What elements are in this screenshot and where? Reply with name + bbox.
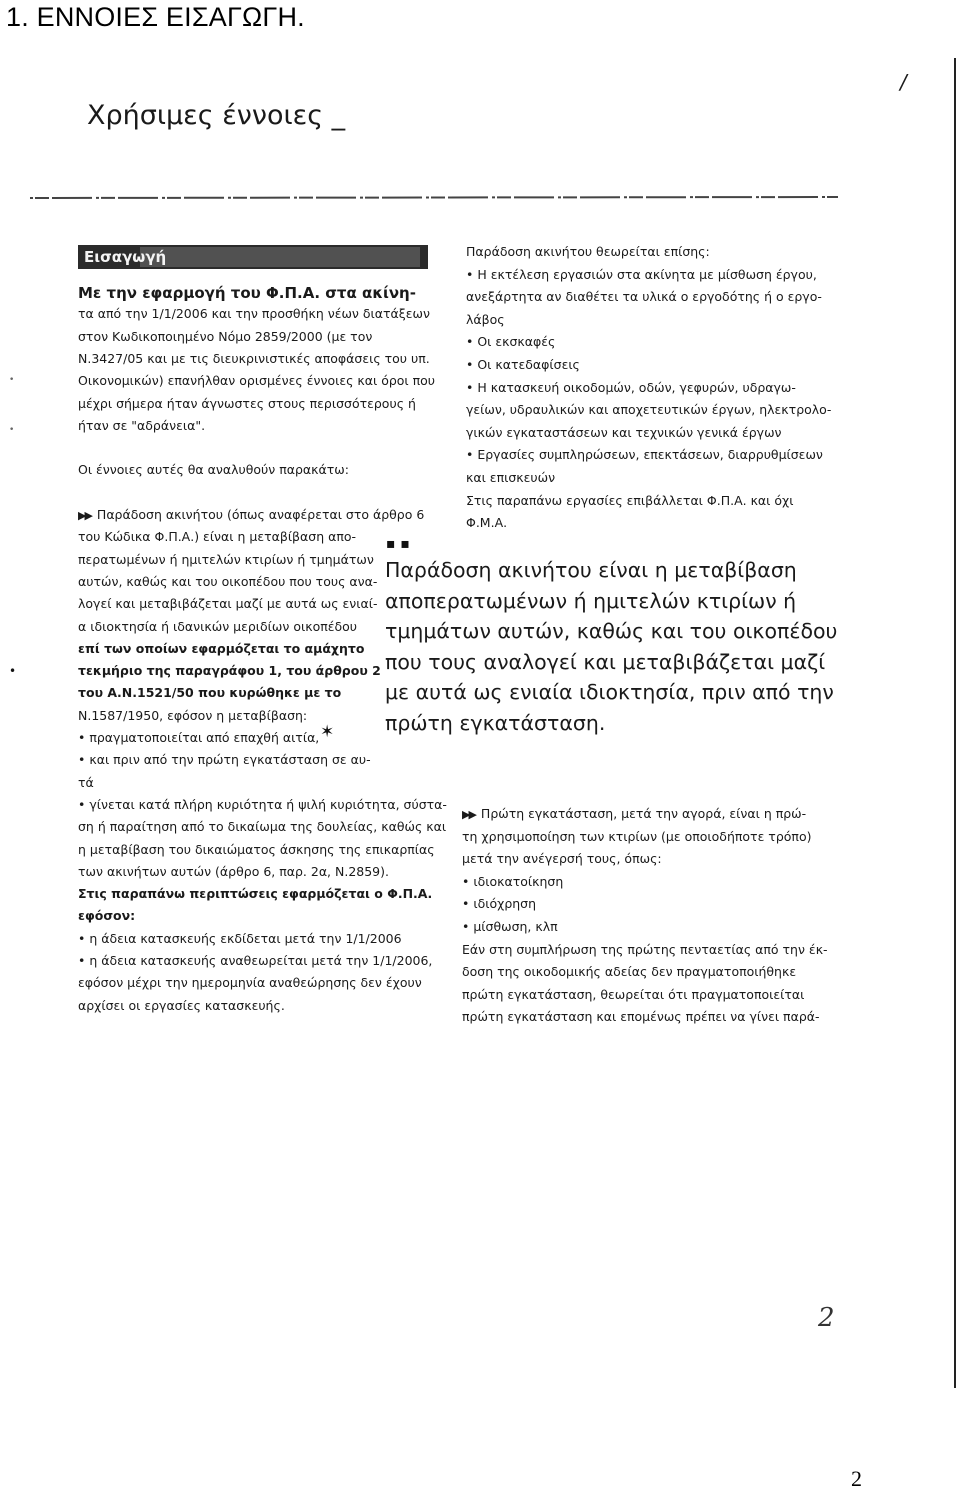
leftCol-line	[78, 930, 402, 946]
scan-heading-text: Χρήσιμες έννοιες	[87, 100, 324, 131]
rightCol-text: • Η εκτέλεση εργασιών στα ακίνητα με μίσθωση έργου,	[466, 266, 817, 282]
leftCol-text: εφόσον μέχρι την ημερομηνία αναθεώρησης δεν έχουν	[78, 975, 422, 991]
defBox-text: τμημάτων αυτών, καθώς και του οικοπέδου	[385, 619, 838, 643]
leftCol-text: εφόσον:	[78, 908, 136, 924]
bullet-marker: ▪ ▪	[386, 536, 410, 552]
leftCol-line	[78, 350, 430, 366]
scanned-page	[0, 58, 960, 1388]
firstCol-text: μετά την ανέγερσή τους, όπως:	[462, 851, 662, 867]
arrow-icon: ▶▶	[78, 509, 91, 522]
leftCol-line	[78, 841, 435, 857]
leftCol-text: των ακινήτων αυτών (άρθρο 6, παρ. 2α, Ν.2859).	[78, 863, 389, 879]
defBox-text: Παράδοση ακινήτου είναι η μεταβίβαση	[385, 558, 797, 582]
leftCol-text: Ν.3427/05 και με τις διευκρινιστικές αποφάσεις του υπ.	[78, 350, 430, 366]
rightCol-text: γείων, υδραυλικών και αποχετευτικών έργων, ηλεκτρολο-	[466, 402, 832, 418]
leftCol-line	[78, 308, 430, 321]
leftCol-line	[78, 863, 389, 879]
scan-heading: Χρήσιμες έννοιες _	[87, 100, 346, 131]
rightCol-text: • Η κατασκευή οικοδομών, οδών, γεφυρών, υδραγω-	[466, 379, 796, 395]
leftCol-text: • η άδεια κατασκευής εκδίδεται μετά την 1/1/2006	[78, 930, 402, 946]
defBox-line	[385, 711, 605, 735]
firstCol-line	[462, 966, 796, 979]
defBox-text: που τους αναλογεί και μεταβιβάζεται μαζί	[385, 649, 826, 674]
leftCol-text: Παράδοση ακινήτου (όπως αναφέρεται στο άρθρο 6	[96, 507, 425, 522]
leftCol-line	[78, 509, 424, 522]
leftCol-text: λογεί και μεταβιβάζεται μαζί με αυτά ως ενιαί-	[78, 596, 378, 612]
corner-mark: /	[900, 70, 907, 94]
leftCol-line	[78, 707, 308, 723]
leftCol-text: Ν.1587/1950, εφόσον η μεταβίβαση:	[78, 707, 308, 723]
firstCol-text: πρώτη εγκατάσταση και επομένως πρέπει να γίνει παρά-	[462, 1009, 820, 1025]
leftCol-line	[78, 888, 432, 901]
rightCol-text: Παράδοση ακινήτου θεωρείται επίσης:	[466, 244, 710, 259]
leftCol-text: η μεταβίβαση του δικαιώματος άσκησης της επικαρπίας	[78, 841, 435, 857]
handwritten-page-number: 2	[818, 1303, 835, 1333]
slide-title: 1. ΕΝΝΟΙΕΣ ΕΙΣΑΓΩΓΗ.	[6, 2, 305, 32]
rightCol-line	[466, 424, 782, 440]
defBox-line	[385, 650, 825, 674]
leftCol-text: • και πριν από την πρώτη εγκατάσταση σε αυ-	[78, 752, 371, 768]
leftCol-text: Στις παραπάνω περιπτώσεις εφαρμόζεται ο Φ.Π.Α.	[78, 886, 433, 902]
defBox-text: με αυτά ως ενιαία ιδιοκτησία, πριν από την	[385, 680, 834, 704]
firstCol-line	[462, 1011, 820, 1024]
rightCol-line	[466, 449, 823, 462]
asterisk-mark: ✶	[320, 722, 335, 742]
leftCol-text: τα από την 1/1/2006 και την προσθήκη νέων διατάξεων	[78, 306, 430, 322]
leftCol-line	[78, 417, 206, 433]
rightCol-text: • Οι κατεδαφίσεις	[466, 357, 580, 372]
firstCol-line	[462, 853, 662, 866]
leftCol-text: επί των οποίων εφαρμόζεται το αμάχητο	[78, 640, 365, 656]
leftCol-line	[78, 531, 356, 544]
rightCol-text: και επισκευών	[466, 470, 556, 485]
rightCol-line	[466, 359, 580, 372]
defBox-line	[385, 558, 797, 582]
leftCol-text: στον Κωδικοποιημένο Νόμο 2859/2000 (με τον	[78, 328, 373, 344]
leftCol-text: τεκμήριο της παραγράφου 1, του άρθρου 2	[78, 663, 381, 679]
leftCol-text: • η άδεια κατασκευής αναθεωρείται μετά την 1/1/2006,	[78, 953, 433, 968]
leftCol-line	[78, 598, 377, 611]
leftCol-line	[78, 955, 432, 968]
arrow-icon: ▶▶	[462, 808, 475, 821]
leftCol-line	[78, 910, 135, 923]
defBox-line	[385, 619, 837, 643]
page-number: 2	[851, 1466, 862, 1491]
leftCol-text: Με την εφαρμογή του Φ.Π.Α. στα ακίνη-	[78, 284, 416, 302]
firstCol-text: πρώτη εγκατάσταση, θεωρείται ότι πραγματοποιείται	[462, 986, 805, 1002]
leftCol-text: περατωμένων ή ημιτελών κτιρίων ή τμημάτων	[78, 551, 374, 567]
leftCol-text: ήταν σε "αδράνεια".	[78, 417, 206, 433]
firstCol-line	[462, 873, 564, 889]
scan-dot: •	[9, 664, 17, 678]
firstCol-text: Εάν στη συμπλήρωση της πρώτης πενταετίας από την έκ-	[462, 941, 828, 957]
intro-label-noise	[140, 247, 420, 267]
scan-dot-3: •	[9, 425, 15, 435]
rightCol-line	[466, 517, 507, 530]
firstCol-text: • ιδιόχρηση	[462, 896, 537, 912]
leftCol-line	[78, 618, 358, 634]
rightCol-text: • Εργασίες συμπληρώσεων, επεκτάσεων, διαρρυθμίσεων	[466, 447, 823, 463]
leftCol-text: μέχρι σήμερα ήταν άγνωστες στους περισσότερους ή	[78, 395, 416, 411]
rightCol-text: • Οι εκσκαφές	[466, 334, 556, 350]
defBox-line	[385, 589, 796, 613]
firstCol-line	[462, 941, 828, 957]
firstCol-line	[462, 986, 805, 1002]
leftCol-line	[78, 977, 422, 990]
leftCol-text: τά	[78, 774, 94, 790]
scan-dot-2: •	[9, 375, 15, 385]
rightCol-text: λάβος	[466, 311, 505, 327]
leftCol-line	[78, 328, 373, 344]
leftCol-text: • γίνεται κατά πλήρη κυριότητα ή ψιλή κυριότητα, σύστα-	[78, 796, 447, 812]
leftCol-text: Οι έννοιες αυτές θα αναλυθούν παρακάτω:	[78, 462, 349, 478]
rightCol-line	[466, 472, 555, 485]
leftCol-text: αυτών, καθώς και του οικοπέδου που τους ανα-	[78, 573, 378, 589]
firstCol-line	[462, 921, 558, 934]
rightCol-line	[466, 379, 796, 395]
defBox-line	[385, 680, 834, 704]
firstCol-line	[462, 828, 812, 844]
rightCol-text: ανεξάρτητα αν διαθέτει τα υλικά ο εργοδότης ή ο εργο-	[466, 289, 822, 305]
leftCol-text: • πραγματοποιείται από επαχθή αιτία,	[78, 730, 320, 745]
leftCol-line	[78, 375, 435, 388]
leftCol-text: του Α.Ν.1521/50 που κυρώθηκε με το	[78, 685, 342, 701]
leftCol-line	[78, 997, 285, 1013]
leftCol-line	[78, 573, 378, 589]
rightCol-line	[466, 311, 505, 327]
leftCol-line	[78, 640, 365, 656]
leftCol-line	[78, 754, 371, 767]
firstCol-text: • ιδιοκατοίκηση	[462, 873, 564, 889]
defBox-text: πρώτη εγκατάσταση.	[385, 710, 606, 735]
header-rule	[30, 197, 838, 198]
leftCol-line	[78, 665, 381, 678]
leftCol-line	[78, 774, 94, 790]
rightCol-text: Στις παραπάνω εργασίες επιβάλλεται Φ.Π.Α. και όχι	[466, 492, 794, 508]
leftCol-text: αρχίσει οι εργασίες κατασκευής.	[78, 997, 285, 1013]
leftCol-line	[78, 551, 374, 567]
leftCol-line	[78, 796, 447, 812]
leftCol-line	[78, 464, 349, 477]
leftCol-line	[78, 286, 416, 301]
leftCol-text: ση ή παραίτηση από το δικαίωμα της δουλείας, καθώς και	[78, 819, 447, 835]
firstCol-line	[462, 898, 536, 911]
rightCol-line	[466, 492, 794, 508]
firstCol-text: • μίσθωση, κλπ	[462, 919, 558, 934]
firstCol-text: Πρώτη εγκατάσταση, μετά την αγορά, είναι η πρώ-	[480, 806, 807, 821]
rightCol-line	[466, 246, 710, 259]
defBox-text: αποπερατωμένων ή ημιτελών κτιρίων ή	[385, 588, 797, 613]
leftCol-line	[78, 821, 446, 834]
leftCol-text: α ιδιοκτησία ή ιδανικών μεριδίων οικοπέδου	[78, 618, 358, 634]
rightCol-line	[466, 336, 555, 349]
rightCol-text: Φ.Μ.Α.	[466, 515, 508, 531]
leftCol-line	[78, 395, 416, 411]
rightCol-text: γικών εγκαταστάσεων και τεχνικών γενικά έργων	[466, 424, 782, 440]
leftCol-text: Οικονομικών) επανήλθαν ορισμένες έννοιες και όροι που	[78, 373, 436, 389]
leftCol-text: του Κώδικα Φ.Π.Α.) είναι η μεταβίβαση απο-	[78, 529, 357, 545]
firstCol-text: δοση της οικοδομικής αδείας δεν πραγματοποιήθηκε	[462, 964, 797, 980]
rightCol-line	[466, 291, 822, 304]
rightCol-line	[466, 404, 831, 417]
firstCol-line	[462, 808, 806, 821]
leftCol-line	[78, 732, 319, 745]
rightCol-line	[466, 266, 817, 282]
leftCol-line	[78, 687, 341, 700]
firstCol-text: τη χρησιμοποίηση των κτιρίων (με οποιοδήποτε τρόπο)	[462, 828, 812, 844]
intro-label: Εισαγωγή	[84, 248, 167, 266]
